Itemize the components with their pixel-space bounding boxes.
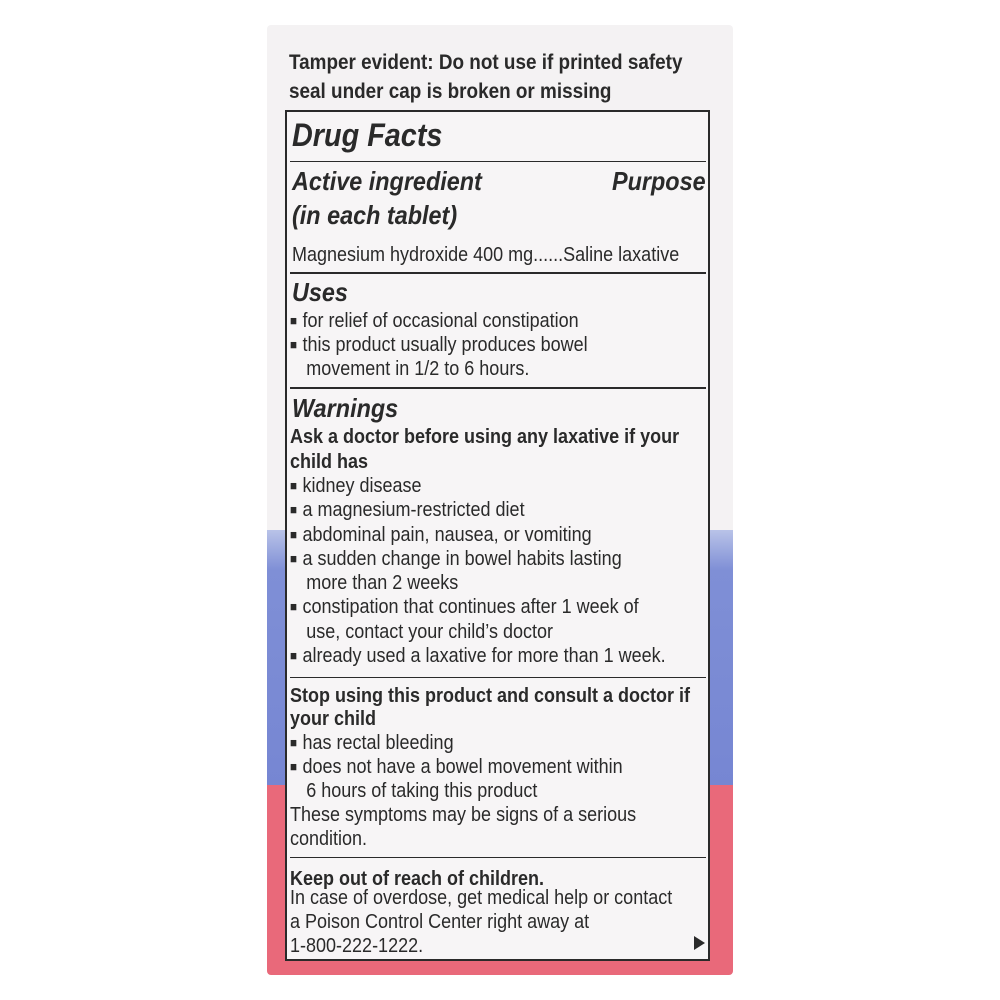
overdose-line-2: a Poison Control Center right away at	[290, 911, 590, 933]
stop-using-line-1: Stop using this product and consult a doctor if	[290, 685, 690, 707]
divider	[290, 857, 706, 858]
drug-facts-title: Drug Facts	[292, 117, 443, 153]
warning-item: ■ already used a laxative for more than 1 week.	[290, 644, 666, 670]
active-sub: (in each tablet)	[292, 200, 458, 230]
uses-heading: Uses	[292, 277, 348, 307]
divider	[290, 161, 706, 162]
symptoms-line-2: condition.	[290, 828, 368, 850]
divider	[290, 272, 706, 274]
warnings-heading: Warnings	[292, 393, 399, 423]
ask-doctor-line-2: child has	[290, 451, 369, 473]
warning-item: ■ a magnesium-restricted diet	[290, 498, 525, 524]
active-ingredient-heading: Active ingredient	[292, 166, 482, 196]
tamper-line-2: seal under cap is broken or missing	[289, 80, 612, 103]
stop-item-cont: 6 hours of taking this product	[306, 780, 538, 802]
tamper-line-1: Tamper evident: Do not use if printed safety	[289, 51, 683, 74]
stop-using-line-2: your child	[290, 708, 377, 730]
warning-item: ■ abdominal pain, nausea, or vomiting	[290, 523, 592, 549]
warning-item: ■ a sudden change in bowel habits lasting	[290, 547, 622, 573]
overdose-phone: 1-800-222-1222.	[290, 935, 424, 957]
divider	[290, 677, 706, 678]
keep-out-heading: Keep out of reach of children.	[290, 868, 545, 890]
uses-item: ■ for relief of occasional constipation	[290, 309, 579, 335]
symptoms-line-1: These symptoms may be signs of a serious	[290, 804, 637, 826]
uses-item: ■ this product usually produces bowel	[290, 333, 588, 359]
ingredient-line: Magnesium hydroxide 400 mg......Saline laxative	[292, 244, 680, 266]
stop-item: ■ has rectal bleeding	[290, 731, 454, 757]
uses-item-cont: movement in 1/2 to 6 hours.	[306, 358, 530, 380]
warning-item: ■ kidney disease	[290, 474, 422, 500]
warning-item-cont: more than 2 weeks	[306, 572, 459, 594]
continue-arrow-icon	[694, 936, 705, 950]
purpose-heading: Purpose	[612, 166, 706, 196]
stop-item: ■ does not have a bowel movement within	[290, 755, 623, 781]
overdose-line-1: In case of overdose, get medical help or contact	[290, 887, 673, 909]
warning-item-cont: use, contact your child’s doctor	[306, 621, 553, 643]
ask-doctor-line-1: Ask a doctor before using any laxative if your	[290, 426, 680, 448]
divider	[290, 387, 706, 389]
warning-item: ■ constipation that continues after 1 week of	[290, 595, 639, 621]
